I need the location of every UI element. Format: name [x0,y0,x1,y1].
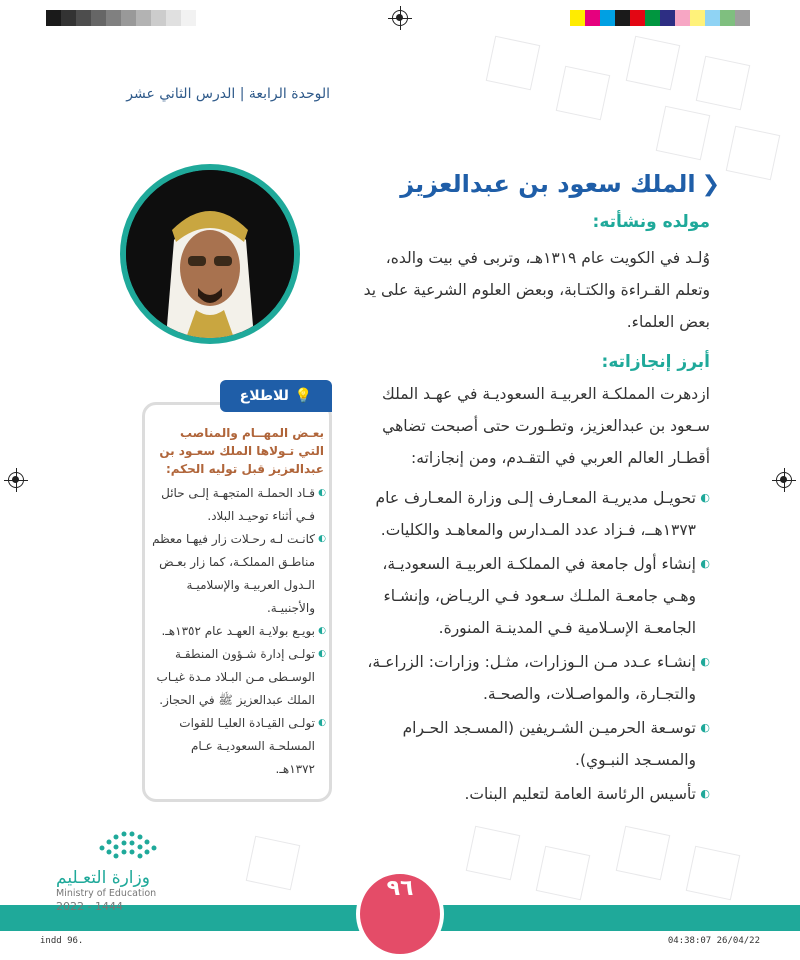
chevron-left-icon: ❮ [701,171,720,197]
birth-heading: مولده ونشأته: [592,212,710,232]
color-strip [570,10,750,26]
bullet-icon: ◐ [318,488,326,498]
bullet-icon: ◐ [318,649,326,659]
ministry-name-english: Ministry of Education [56,888,157,899]
lightbulb-icon: 💡 [294,388,313,404]
birth-paragraph: وُلـد في الكويت عام ١٣١٩هـ، وتربى في بيت والده، وتعلم القـراءة والكتـابة، وبعض العلوم الشرعية على يد بعض العلماء. [363,249,710,331]
bullet-icon: ◐ [318,718,326,728]
registration-mark-left [8,472,24,488]
list-item: ◐ توسـعة الحرميـن الشـريفين (المسـجد الحـرام والمسـجد النبـوي). [345,712,710,776]
ministry-year: 2022 - 1444 [56,900,123,913]
ministry-logo-icon [96,828,160,864]
bullet-icon: ◐ [318,534,326,544]
list-item: ◐ بويـع بولايـة العهـد عام ١٣٥٢هـ. [150,620,326,643]
info-tab: 💡 للاطلاع [220,380,332,412]
lesson-title: الملك سعود بن عبدالعزيز [400,170,696,198]
bullet-icon: ◐ [700,491,710,504]
registration-mark-right [776,472,792,488]
breadcrumb: الوحدة الرابعة | الدرس الثاني عشر [126,86,330,102]
list-item: ◐ إنشاء أول جامعة في المملكـة العربيـة السعوديـة، وهـي جامعـة الملـك سـعود فـي الريـاض، وإنشـاء الجامعـة الإسـلامية فـي المدينـة المنورة. [345,548,710,644]
achievements-list [345,482,710,812]
list-item: ◐ تولـى إدارة شـؤون المنطقـة الوسـطى مـن البـلاد مـدة غيـاب الملك عبدالعزيز ﷺ في الحجاز. [150,643,326,712]
bullet-icon: ◐ [700,787,710,800]
lesson-title-row [400,170,720,198]
registration-mark-top [392,10,408,26]
achievements-intro: ازدهرت المملكـة العربيـة السعوديـة في عهـد الملك سـعود بن عبدالعزيز، وتطـورت حتى أصبحت تضاهي أقطـار العالم العربي في التقـدم، ومن إنجازاته: [382,385,710,467]
bullet-icon: ◐ [700,655,710,668]
bullet-icon: ◐ [700,721,710,734]
achievements-heading: أبرز إنجازاته: [601,352,710,372]
sidebar-heading: بعـض المهــام والمناصب التي تـولاها الملك سعـود بن عبدالعزيز قبل توليه الحكم: [159,426,324,476]
bullet-icon: ◐ [700,557,710,570]
print-slug-file: indd 96. [40,936,84,946]
sidebar-list [150,482,326,781]
list-item: ◐ تأسيس الرئاسة العامة لتعليم البنات. [345,778,710,810]
list-item: ◐ قـاد الحملـة المتجهـة إلـى حائل فـي أثناء توحيـد البلاد. [150,482,326,528]
page-number: ٩٦ [386,876,414,901]
ministry-name-arabic: وزارة التعـليم [56,868,150,888]
portrait-photo [120,164,300,344]
grayscale-strip [46,10,196,26]
list-item: ◐ كانـت لـه رحـلات زار فيهـا معظم مناطـق المملكـة، كما زار بعـض الـدول العربيـة والإسلاميـة والأجنبيـة. [150,528,326,620]
list-item: ◐ تولـى القيـادة العليـا للقوات المسلحـة السعوديـة عـام ١٣٧٢هـ. [150,712,326,781]
list-item: ◐ تحويـل مديريـة المعـارف إلـى وزارة المعـارف عام ١٣٧٣هــ، فـزاد عدد المـدارس والمعاهـد والكليات. [345,482,710,546]
bullet-icon: ◐ [318,626,326,636]
list-item: ◐ إنشـاء عـدد مـن الـوزارات، مثـل: وزارات: الزراعـة، والتجـارة، والمواصـلات، والصحـة. [345,646,710,710]
print-slug-date: 04:38:07 26/04/22 [667,936,760,946]
